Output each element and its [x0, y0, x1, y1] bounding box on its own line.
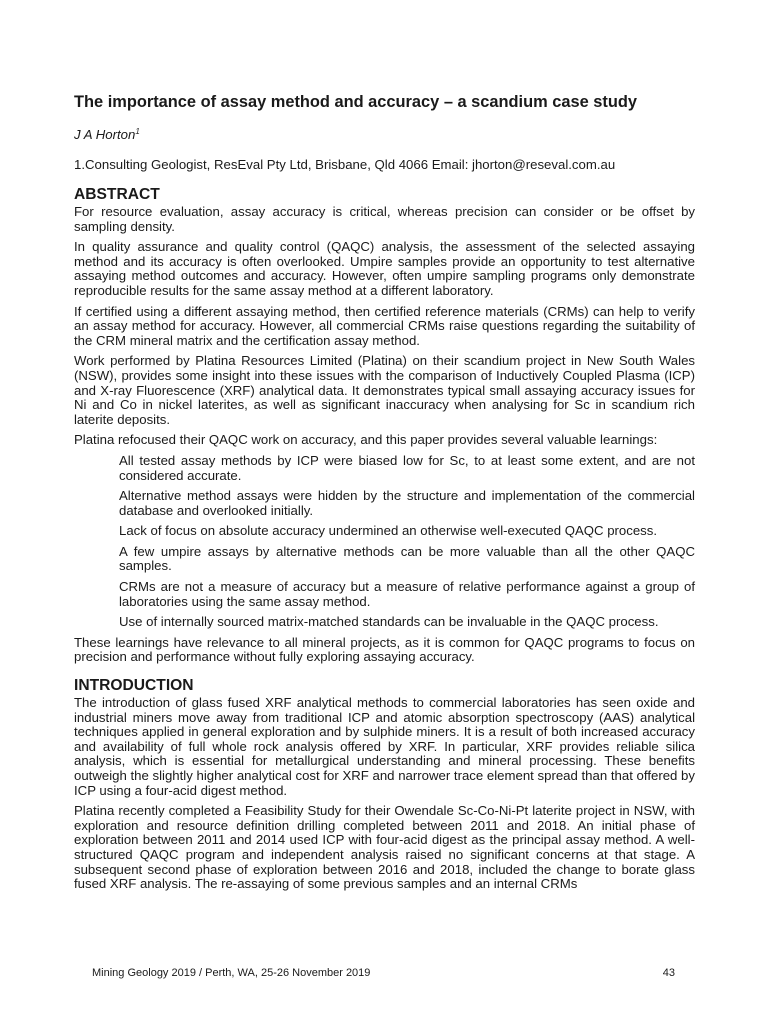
learning-item: A few umpire assays by alternative methods can be more valuable than all the other QAQC samples. — [119, 543, 695, 574]
learning-item: CRMs are not a measure of accuracy but a measure of relative performance against a group of laboratories using the same assay method. — [119, 579, 695, 609]
abstract-paragraph: Platina refocused their QAQC work on accuracy, and this paper provides several valuable learnings: — [74, 432, 658, 448]
author-line — [74, 123, 695, 143]
page-number: 43 — [662, 967, 675, 979]
learnings-list — [74, 454, 695, 630]
page-footer — [92, 967, 675, 980]
author-name: J A Horton — [74, 127, 136, 142]
introduction-heading: INTRODUCTION — [74, 677, 194, 695]
abstract-paragraph: Work performed by Platina Resources Limited (Platina) on their scandium project in New South Wales (NSW), provides some insight into these issues with the comparison of Inductively Coupled Plasma (ICP) and X-ray Fluorescence (XRF) analytical data. It demonstrates typical small assaying accuracy issues for Ni and Co in nickel laterites, as well as significant inaccuracy when analysing for Sc in scandium rich laterite deposits. — [74, 353, 695, 427]
author-affiliation: 1.Consulting Geologist, ResEval Pty Ltd, Brisbane, Qld 4066 Email: jhorton@reseval.com.au — [74, 157, 616, 172]
abstract-paragraph: If certified using a different assaying method, then certified reference materials (CRMs) can help to verify an assay method for accuracy. However, all commercial CRMs raise questions regarding the suitability of the CRM mineral matrix and the certification assay method. — [74, 303, 695, 348]
paper-page — [74, 92, 695, 898]
abstract-paragraph: In quality assurance and quality control (QAQC) analysis, the assessment of the selected assaying method and its accuracy is often overlooked. Umpire samples provide an opportunity to test alternative assaying method outcomes and accuracy. However, often umpire sampling programs only demonstrate reproducible results for the same assay method at a different laboratory. — [74, 239, 695, 298]
learning-item: All tested assay methods by ICP were biased low for Sc, to at least some extent, and are not considered accurate. — [119, 452, 695, 483]
abstract-closing: These learnings have relevance to all mineral projects, as it is common for QAQC programs to focus on precision and performance without fully exploring assaying accuracy. — [74, 634, 695, 665]
paper-title: The importance of assay method and accuracy – a scandium case study — [74, 93, 637, 111]
abstract-paragraph: For resource evaluation, assay accuracy is critical, whereas precision can consider or be offset by sampling density. — [74, 204, 695, 234]
introduction-paragraph: Platina recently completed a Feasibility Study for their Owendale Sc-Co-Ni-Pt laterite project in NSW, with exploration and resource definition drilling completed between 2011 and 2018. An initial phase of exploration between 2011 and 2014 used ICP with four-acid digest as the principal assay method. A well-structured QAQC program and independent analysis raised no significant concerns at that stage. A subsequent second phase of exploration between 2016 and 2018, included the change to borate glass fused XRF analysis. The re-assaying of some previous samples and an internal CRMs — [74, 803, 695, 892]
footer-conference: Mining Geology 2019 / Perth, WA, 25-26 November 2019 — [92, 967, 371, 979]
abstract-heading: ABSTRACT — [74, 186, 160, 203]
author-superscript: 1 — [135, 127, 140, 136]
learning-item: Alternative method assays were hidden by the structure and implementation of the commercial database and overlooked initially. — [119, 488, 695, 518]
learning-item: Lack of focus on absolute accuracy undermined an otherwise well-executed QAQC process. — [119, 523, 658, 539]
introduction-paragraph: The introduction of glass fused XRF analytical methods to commercial laboratories has seen oxide and industrial miners move away from traditional ICP and atomic absorption spectroscopy (AAS) analytical techniques applied in general exploration and by sulphide miners. It is a result of both increased accuracy and availability of full whole rock analysis offered by XRF. In particular, XRF provides reliable silica analysis, which is essential for metallurgical understanding and mineral processing. These benefits outweigh the slightly higher analytical cost for XRF and narrower trace element spread than that offered by ICP using a four-acid digest method. — [74, 695, 695, 798]
learning-item: Use of internally sourced matrix-matched standards can be invaluable in the QAQC process. — [119, 614, 659, 630]
